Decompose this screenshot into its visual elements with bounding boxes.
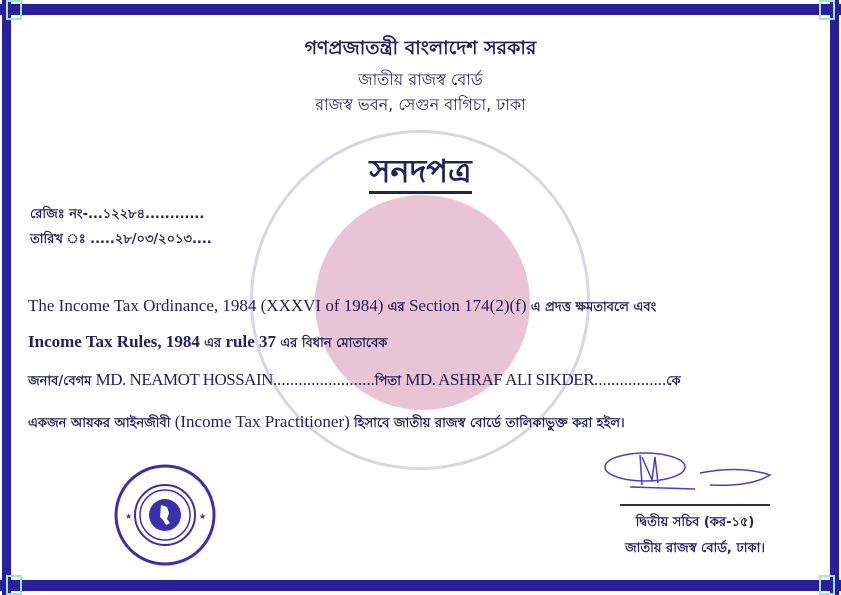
- bn-text: এর: [204, 336, 222, 351]
- practitioner-name: MD. NEAMOT HOSSAIN: [95, 370, 273, 389]
- svg-text:★: ★: [125, 512, 133, 521]
- ordinance-text: The Income Tax Ordinance, 1984 (XXXVI of 1984): [28, 296, 384, 315]
- body-line-2: [28, 332, 387, 355]
- practitioner-text: (Income Tax Practitioner): [174, 412, 350, 431]
- certificate-title: [0, 146, 841, 200]
- date-value: .....২৮/০৩/২০১৩....: [90, 232, 212, 247]
- father-label: পিতা: [374, 374, 401, 389]
- bn-text: হিসাবে জাতীয় রাজস্ব বোর্ডে তালিকাভুক্ত করা হইল।: [354, 416, 625, 431]
- reg-label: রেজিঃ নং-: [30, 207, 88, 222]
- government-heading: গণপ্রজাতন্ত্রী বাংলাদেশ সরকার: [304, 37, 537, 59]
- reg-value: ...১২২৮৪............: [87, 207, 205, 222]
- title-text: সনদপত্র: [369, 152, 471, 194]
- rule-text: rule 37: [225, 332, 276, 351]
- dots: ........................: [272, 370, 375, 389]
- suffix-text: কে: [666, 374, 681, 389]
- section-text: Section 174(2)(f): [408, 296, 527, 315]
- official-seal: [113, 463, 217, 567]
- corner-ornament: [6, 575, 22, 595]
- corner-ornament: [819, 0, 835, 20]
- issue-date: [30, 230, 212, 251]
- name-label: জনাব/বেগম: [28, 374, 92, 389]
- bn-text: এর বিধান মোতাবেক: [280, 336, 388, 351]
- signature: [600, 445, 780, 500]
- bn-text: এর: [387, 300, 405, 315]
- signature-line: [620, 504, 770, 506]
- body-line-1: [28, 296, 656, 319]
- corner-ornament: [819, 575, 835, 595]
- bn-text: একজন আয়কর আইনজীবী: [28, 416, 171, 431]
- registration-number: [30, 205, 204, 226]
- signatory-office: জাতীয় রাজস্ব বোর্ড, ঢাকা।: [625, 541, 765, 556]
- body-line-4: [28, 412, 625, 435]
- date-label: তারিখ ঃ: [30, 232, 86, 247]
- border-top: [0, 4, 841, 15]
- board-name: জাতীয় রাজস্ব বোর্ড: [358, 70, 483, 89]
- father-name: MD. ASHRAF ALI SIKDER: [405, 370, 595, 389]
- bn-text: এ প্রদত্ত ক্ষমতাবলে এবং: [530, 300, 657, 315]
- svg-text:★: ★: [199, 512, 207, 521]
- signatory-designation: দ্বিতীয় সচিব (কর-১৫): [635, 515, 755, 530]
- corner-ornament: [6, 0, 22, 20]
- body-line-3: [28, 370, 681, 393]
- dots: .................: [594, 370, 667, 389]
- border-bottom: [0, 580, 841, 591]
- board-address: রাজস্ব ভবন, সেগুন বাগিচা, ঢাকা: [315, 95, 526, 114]
- rules-text: Income Tax Rules, 1984: [28, 332, 200, 351]
